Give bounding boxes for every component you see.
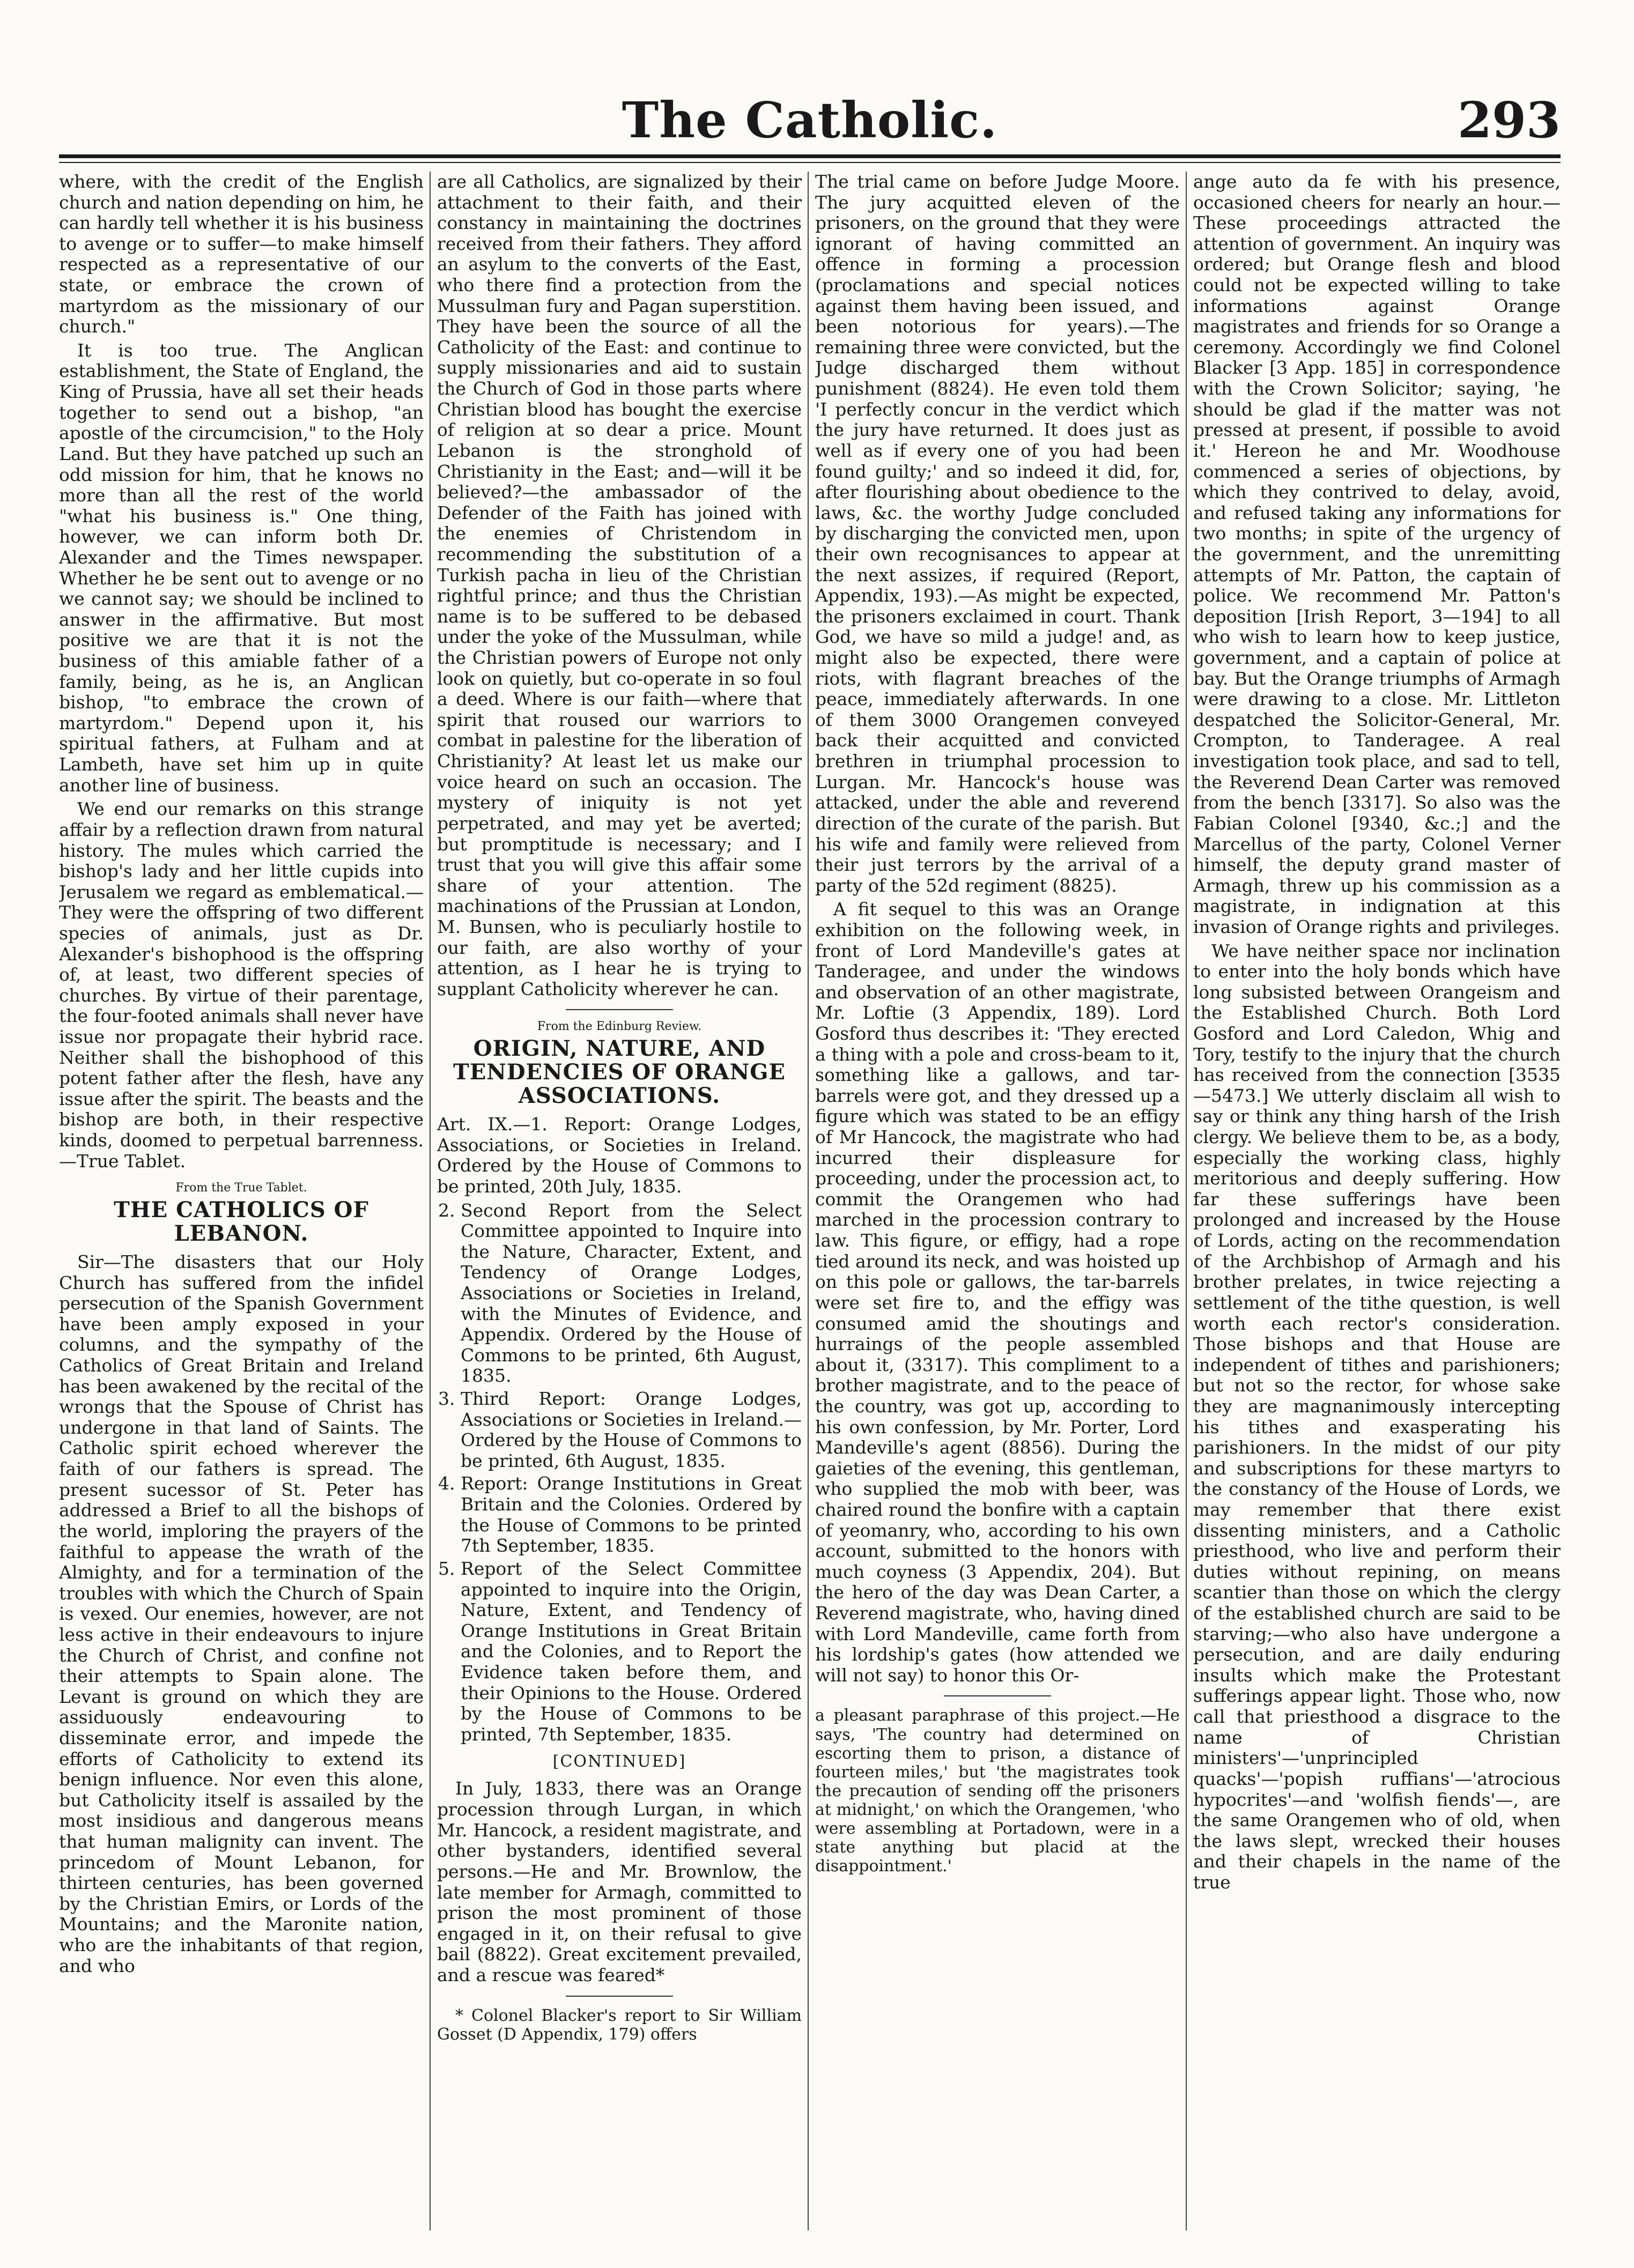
citation-item: 2. Second Report from the Select Committee appointed to Inquire into the Nature, Character, Extent, and Tendency of Orange Lodges, Associations or Societies in Ireland, with the Minutes of Evidence, and Appendix. Ordered by the House of Commons to be printed, 6th August, 1835.: [461, 1200, 802, 1387]
source-credit: From the True Tablet.: [175, 1181, 307, 1195]
source-credit: From the Edinburg Review.: [537, 1020, 702, 1034]
column-separator: [1186, 172, 1187, 2230]
continued-marker: [CONTINUED]: [552, 1752, 686, 1772]
footnote-divider: [944, 1695, 1051, 1696]
column-separator: [430, 172, 431, 2230]
page-header: [59, 91, 1561, 150]
paragraph: In July, 1833, there was an Orange procession through Lurgan, in which Mr. Hancock, a resident magistrate, and other bystanders, identified several persons.—He and Mr. Brownlow, the late member for Armagh, committed to prison the most prominent of those engaged in it, on their refusal to give bail (8822). Great excitement prevailed, and a rescue was feared*: [437, 1778, 802, 1985]
citation-item: 5. Report of the Select Committee appointed to inquire into the Origin, Nature, Extent, and Tendency of Orange Institutions in Great Britain and the Colonies, and to Report the Evidence taken before them, and their Opinions to the House. Ordered by the House of Commons to be printed, 7th September, 1835.: [461, 1559, 802, 1745]
page-number: 293: [1457, 91, 1561, 149]
column-separator: [808, 172, 809, 2230]
citation-item: 4. Report: Orange Institutions in Great Britain and the Colonies. Ordered by the House of Commons to be printed 7th September, 1835.: [461, 1473, 802, 1556]
divider: [566, 1009, 673, 1010]
footnote: * Colonel Blacker's report to Sir William Gosset (D Appendix, 179) offers: [437, 2006, 802, 2044]
article-citation: Art. IX.—1. Report: Orange Lodges, Associations, or Societies in Ireland. Ordered by the House of Commons to be printed, 20th July, 1835.: [437, 1114, 802, 1197]
paragraph: where, with the credit of the English church and nation depending on him, he can hardly tell whether it is his business to avenge or to suffer—to make himself respected as a representative of our state, or embrace the crown of martyrdom as the missionary of our church.": [59, 172, 424, 337]
column-3: [815, 172, 1180, 2230]
header-rule-thin: [59, 162, 1561, 163]
column-1: [59, 172, 424, 2230]
paragraph: It is too true. The Anglican establishment, the State of England, the King of Prussia, have all set their heads together to send out a bishop, "an apostle of the circumcision," to the Holy Land. But they have patched up such an odd mission for him, that he knows no more than all the rest of the world "what his business is." One thing, however, we can inform both Dr. Alexander and the Times newspaper. Whether he be sent out to avenge or no we cannot say; we should be inclined to answer in the affirmative. But most positive we are that it is not the business of this amiable father of a family, being, as he is, an Anglican bishop, "to embrace the crown of martyrdom." Depend upon it, his spiritual fathers, at Fulham and at Lambeth, have set him up in quite another line of business.: [59, 339, 424, 796]
article-headline: ORIGIN, NATURE, AND TENDENCIES OF ORANGE ASSOCIATIONS.: [453, 1036, 786, 1109]
page-title: The Catholic.: [622, 91, 998, 149]
footnote-divider: [566, 1996, 673, 1997]
column-4: [1193, 172, 1561, 2230]
paragraph: ange auto da fe with his presence, occasioned cheers for nearly an hour.—These proceedings attracted the attention of government. An inquiry was ordered; but Orange flesh and blood could not be expected willing to take informations against Orange magistrates and friends for so Orange a ceremony. Accordingly we find Colonel Blacker [3 App. 185] in correspondence with the Crown Solicitor; saying, 'he should be glad if the matter was not pressed at present, if possible to avoid it.' Hereon he and Mr. Woodhouse commenced a series of objections, by which they contrived to delay, avoid, and refused taking any informations for two months; in spite of the urgency of the government, and the unremitting attempts of Mr. Patton, the captain of police. We recommend Mr. Patton's deposition [Irish Report, 3—194] to all who wish to learn how to keep justice, government, and a captain of police at bay. But the Orange triumphs of Armagh were drawing to a close. Mr. Littleton despatched the Solicitor-General, Mr. Crompton, to Tanderagee. A real investigation took place, and sad to tell, the Reverend Dean Carter was removed from the bench [3317]. So also was the Fabian Colonel [9340, &c.;] and the Marcellus of the party, Colonel Verner himself, the deputy grand master of Armagh, threw up his commission as a magistrate, in indignation at this invasion of Orange rights and privileges.: [1193, 172, 1561, 937]
citation-item: 3. Third Report: Orange Lodges, Associations or Societies in Ireland.—Ordered by the House of Commons to be printed, 6th August, 1835.: [461, 1389, 802, 1471]
paragraph: We end our remarks on this strange affair by a reflection drawn from natural history. The mules which carried the bishop's lady and her little cupids into Jerusalem we regard as emblematical.—They were the offspring of two different species of animals, just as Dr. Alexander's bishophood is the offspring of, at least, two different species of churches. By virtue of their parentage, the four-footed animals shall never have issue nor propagate their hybrid race. Neither shall the bishophood of this potent father after the flesh, have any issue after the spirit. The beasts and the bishop are both, in their respective kinds, doomed to perpetual barrenness.—True Tablet.: [59, 798, 424, 1172]
column-2: [437, 172, 802, 2230]
paragraph: are all Catholics, are signalized by their attachment to their faith, and their constancy in maintaining the doctrines received from their fathers. They afford an asylum to the converts of the East, who there find a protection from the Mussulman fury and Pagan superstition. They have been the source of all the Catholicity of the East: and continue to supply missionaries and aid to sustain the Church of God in those parts where Christian blood has bought the exercise of religion at so dear a price. Mount Lebanon is the stronghold of Christianity in the East; and—will it be believed?—the ambassador of the Defender of the Faith has joined with the enemies of Christendom in recommending the substitution of a Turkish pacha in lieu of the Christian rightful prince; and thus the Christian name is to be suffered to be debased under the yoke of the Mussulman, while the Christian powers of Europe not only look on quietly, but co-operate in so foul a deed. Where is our faith—where that spirit that roused our warriors to combat in palestine for the liberation of Christianity? At least let us make our voice heard on such an occasion. The mystery of iniquity is not yet perpetrated, and may yet be averted; but promptitude is necessary; and I trust that you will give this affair some share of your attention. The machinations of the Prussian at London, M. Bunsen, who is peculiarly hostile to our faith, are also worthy of your attention, as I hear he is trying to supplant Catholicity wherever he can.: [437, 172, 802, 999]
paragraph: The trial came on before Judge Moore. The jury acquitted eleven of the prisoners, on the ground that they were ignorant of having committed an offence in forming a procession (proclamations and special notices against them having been issued, and been notorious for years).—The remaining three were convicted, but the Judge discharged them without punishment (8824). He even told them 'I perfectly concur in the verdict which the jury have returned. It does just as well as if every one of you had been found guilty;' and so indeed it did, for, after flourishing about obedience to the laws, &c. the worthy Judge concluded by discharging the convicted men, upon their own recognisances to appear at the next assizes, if required (Report, Appendix, 193).—As might be expected, the prisoners exclaimed in court. Thank God, we have so mild a judge! and, as might also be expected, there were riots, with flagrant breaches of the peace, immediately afterwards. In one of them 3000 Orangemen conveyed back their acquitted and convicted brethren in triumphal procession to Lurgan. Mr. Hancock's house was attacked, under the able and reverend direction of the curate of the parish. But his wife and family were relieved from their just terrors by the arrival of a party of the 52d regiment (8825).: [815, 172, 1180, 896]
header-rule-thick: [59, 154, 1561, 158]
paragraph: A fit sequel to this was an Orange exhibition on the following week, in front of Lord Mandeville's gates at Tanderagee, and under the windows and observation of an other magistrate, Mr. Loftie (3 Appendix, 189). Lord Gosford thus describes it: 'They erected a thing with a pole and cross-beam to it, something like a gallows, and tar-barrels were got, and they dressed up a figure which was stated to be an effigy of Mr Hancock, the magistrate who had incurred their displeasure for proceeding, under the procession act, to commit the Orangemen who had marched in the procession contrary to law. This figure, or effigy, had a rope tied around its neck, and was hoisted up on this pole or gallows, the tar-barrels were set fire to, and the effigy was consumed amid the shoutings and hurraings of the people assembled about it, (3317). This compliment to a brother magistrate, and to the peace of the country, was got up, according to his own confession, by Mr. Porter, Lord Mandeville's agent (8856). During the gaieties of the evening, this gentleman, who supplied the mob with beer, was chaired round the bonfire with a captain of yeomanry, who, according to his own account, submitted to the honors with much coyness (3 Appendix, 204). But the hero of the day was Dean Carter, a Reverend magistrate, who, having dined with Lord Mandeville, came forth from his lordship's gates (how attended we will not say) to honor this Or-: [815, 899, 1180, 1686]
article-headline: THE CATHOLICS OF LEBANON.: [114, 1197, 369, 1246]
paragraph: We have neither space nor inclination to enter into the holy bonds which have long subsisted between Orangeism and the Established Church. Both Lord Gosford and Lord Caledon, Whig and Tory, testify to the injury that the church has received from the connection [3535—5473.] We utterly disclaim all wish to say or think any thing harsh of the Irish clergy. We believe them to be, as a body, especially the working class, highly meritorious and deeply suffering. How far these sufferings have been prolonged and increased by the House of Lords, acting on the recommendation of the Archbishop of Armagh and his brother prelates, in twice rejecting a settlement of the tithe question, is well worth each rector's consideration. Those bishops and that House are independent of tithes and parishioners; but not so the rector, for whose sake they are magnanimously intercepting his tithes and exasperating his parishioners. In the midst of our pity and subscriptions for these martyrs to the constancy of the House of Lords, we may remember that there exist dissenting ministers, and a Catholic priesthood, who live and perform their duties without repining, on means scantier than those on which the clergy of the established church are said to be starving;—who also have undergone a persecution, and are daily enduring insults which make the Protestant sufferings appear light. Those who, now call that priesthood a disgrace to the name of Christian ministers'—'unprincipled quacks'—'popish ruffians'—'atrocious hypocrites'—and 'wolfish fiends'—, are the same Orangemen who of old, when the laws slept, wrecked their houses and their chapels in the name of the true: [1193, 940, 1561, 1893]
citation-list: [437, 1200, 802, 1745]
footnote-continued: a pleasant paraphrase of this project.—He says, 'The country had determined on escorting them to prison, a distance of fourteen miles,' but 'the magistrates took the precaution of sending off the prisoners at midnight,' on which the Orangemen, 'who were assembling at Portadown, were in a state anything but placid at the disappointment.': [815, 1706, 1180, 1876]
paragraph: Sir—The disasters that our Holy Church has suffered from the infidel persecution of the Spanish Government have been amply exposed in your columns, and the sympathy of the Catholics of Great Britain and Ireland has been awakened by the recital of the wrongs that the Spouse of Christ has undergone in that land of Saints. The Catholic spirit echoed wherever the faith of our fathers is spread. The present sucessor of St. Peter has addressed a Brief to all the bishops of the world, imploring the prayers of the faithful to appease the wrath of the Almighty, and for a termination of the troubles with which the Church of Spain is vexed. Our enemies, however, are not less active in their endeavours to injure the Church of Christ, and confine not their attempts to Spain alone. The Levant is ground on which they are assiduously endeavouring to disseminate error, and impede the efforts of Catholicity to extend its benign influence. Nor even this alone, but Catholicity itself is assailed by the most insidious and dangerous means that human malignity can invent. The princedom of Mount Lebanon, for thirteen centuries, has been governed by the Christian Emirs, or Lords of the Mountains; and the Maronite nation, who are the inhabitants of that region, and who: [59, 1251, 424, 1976]
